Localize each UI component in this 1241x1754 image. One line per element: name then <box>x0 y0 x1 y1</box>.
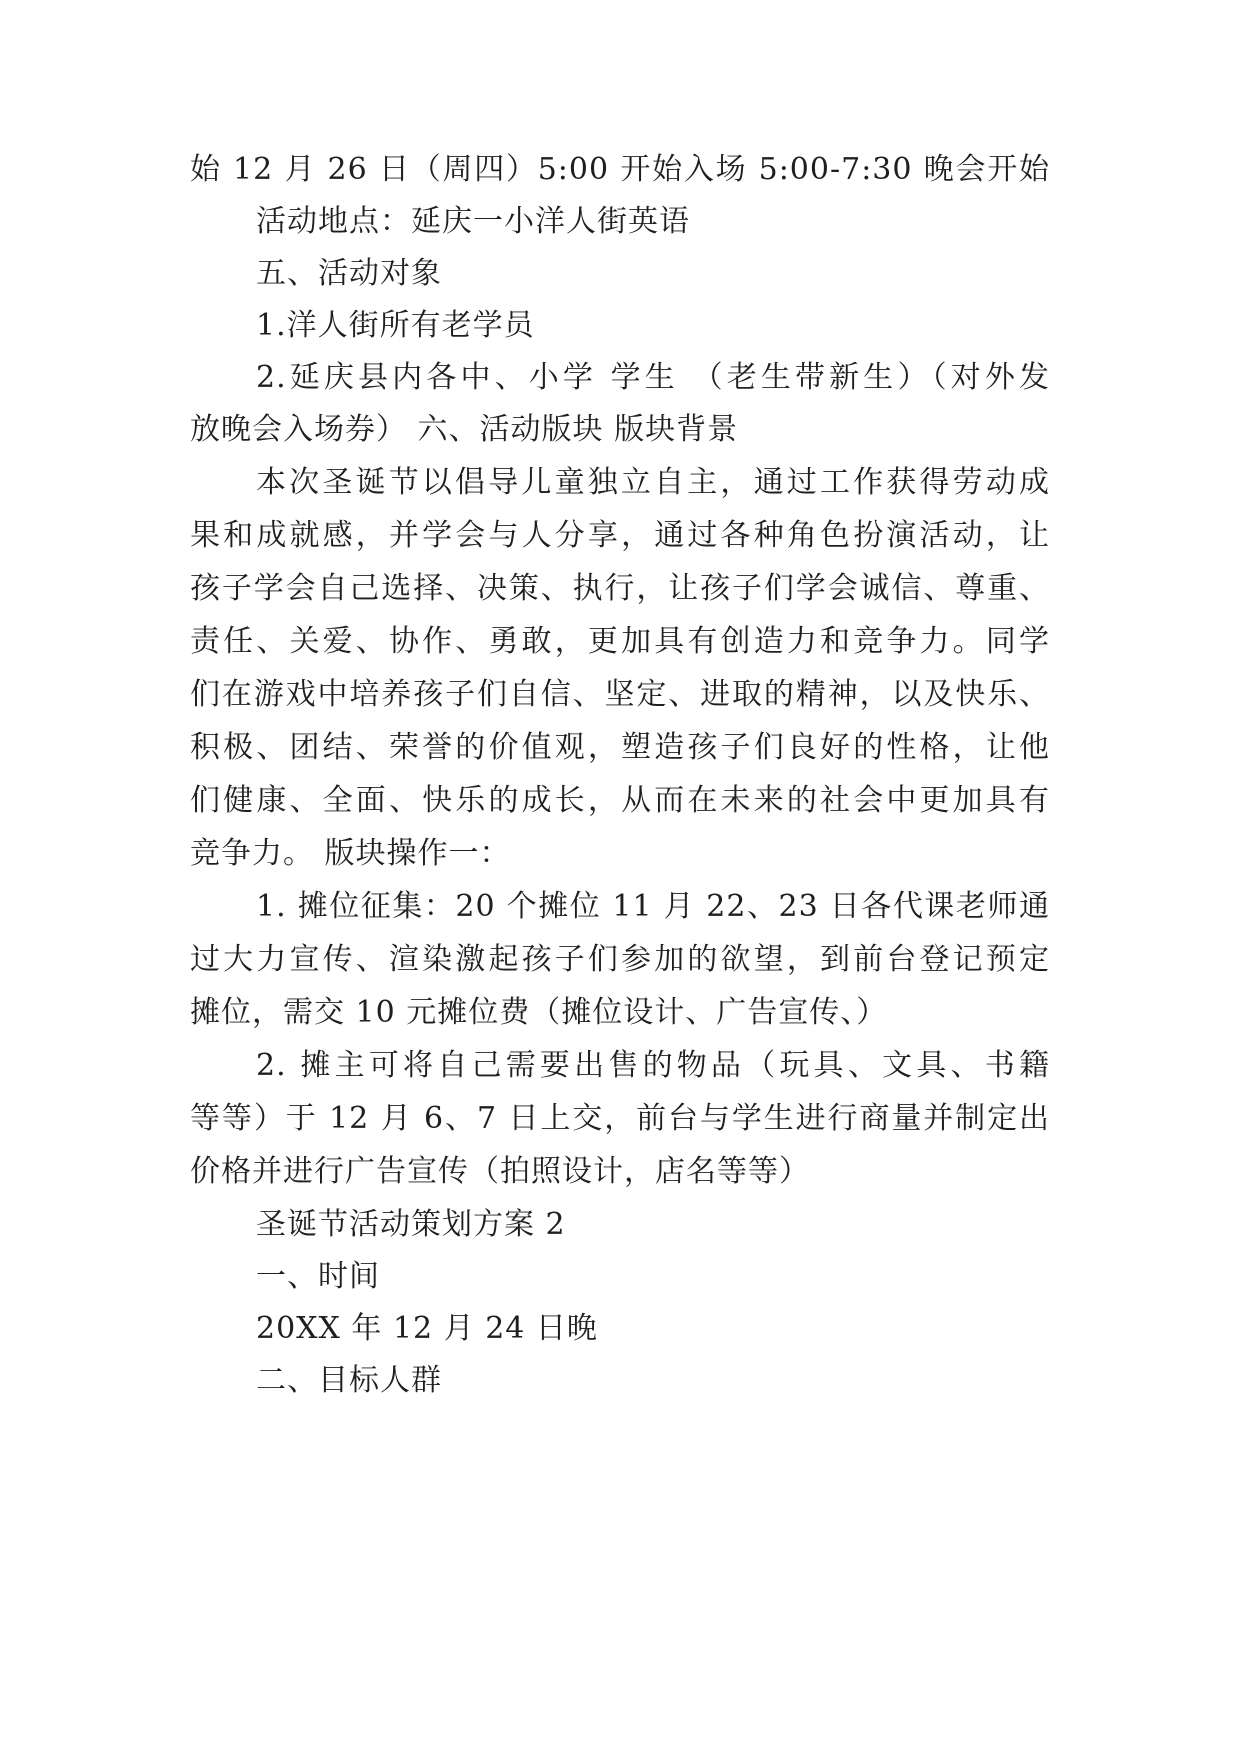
target-item-2-line-2: 放晚会入场券） 六、活动版块 版块背景 <box>190 412 739 447</box>
background-paragraph-line-6: 积极、团结、荣誉的价值观，塑造孩子们良好的性格，让他 <box>190 730 1050 765</box>
background-paragraph-line-4: 责任、关爱、协作、勇敢，更加具有创造力和竞争力。同学 <box>190 624 1050 659</box>
section-heading-target-audience: 二、目标人群 <box>256 1363 442 1398</box>
target-item-1: 1.洋人街所有老学员 <box>256 308 535 343</box>
background-paragraph-line-1: 本次圣诞节以倡导儿童独立自主，通过工作获得劳动成 <box>256 465 1050 500</box>
operation-item-2-line-2: 等等）于 12 月 6、7 日上交，前台与学生进行商量并制定出 <box>190 1101 1050 1136</box>
operation-item-2-line-3: 价格并进行广告宣传（拍照设计，店名等等） <box>190 1154 810 1189</box>
plan-title-2: 圣诞节活动策划方案 2 <box>256 1207 566 1242</box>
operation-item-1-line-2: 过大力宣传、渲染激起孩子们参加的欲望，到前台登记预定 <box>190 942 1050 977</box>
background-paragraph-line-3: 孩子学会自己选择、决策、执行，让孩子们学会诚信、尊重、 <box>190 571 1050 606</box>
background-paragraph-line-8: 竞争力。 版块操作一： <box>190 836 511 871</box>
operation-item-2-line-1: 2. 摊主可将自己需要出售的物品（玩具、文具、书籍 <box>256 1048 1050 1083</box>
section-heading-time: 一、时间 <box>256 1259 380 1294</box>
background-paragraph-line-7: 们健康、全面、快乐的成长，从而在未来的社会中更加具有 <box>190 783 1050 818</box>
operation-item-1-line-3: 摊位，需交 10 元摊位费（摊位设计、广告宣传、） <box>190 995 888 1030</box>
activity-location-line: 活动地点：延庆一小洋人街英语 <box>256 204 690 239</box>
background-paragraph-line-2: 果和成就感，并学会与人分享，通过各种角色扮演活动，让 <box>190 518 1050 553</box>
background-paragraph-line-5: 们在游戏中培养孩子们自信、坚定、进取的精神，以及快乐、 <box>190 677 1050 712</box>
operation-item-1-line-1: 1. 摊位征集：20 个摊位 11 月 22、23 日各代课老师通 <box>256 889 1050 924</box>
target-item-2-line-1: 2.延庆县内各中、小学 学生 （老生带新生）（对外发 <box>256 360 1050 395</box>
event-date-line: 20XX 年 12 月 24 日晚 <box>256 1311 598 1346</box>
paragraph-line-continuation-time: 始 12 月 26 日（周四）5:00 开始入场 5:00-7:30 晚会开始 <box>190 152 1050 187</box>
section-heading-activity-target: 五、活动对象 <box>256 256 442 291</box>
